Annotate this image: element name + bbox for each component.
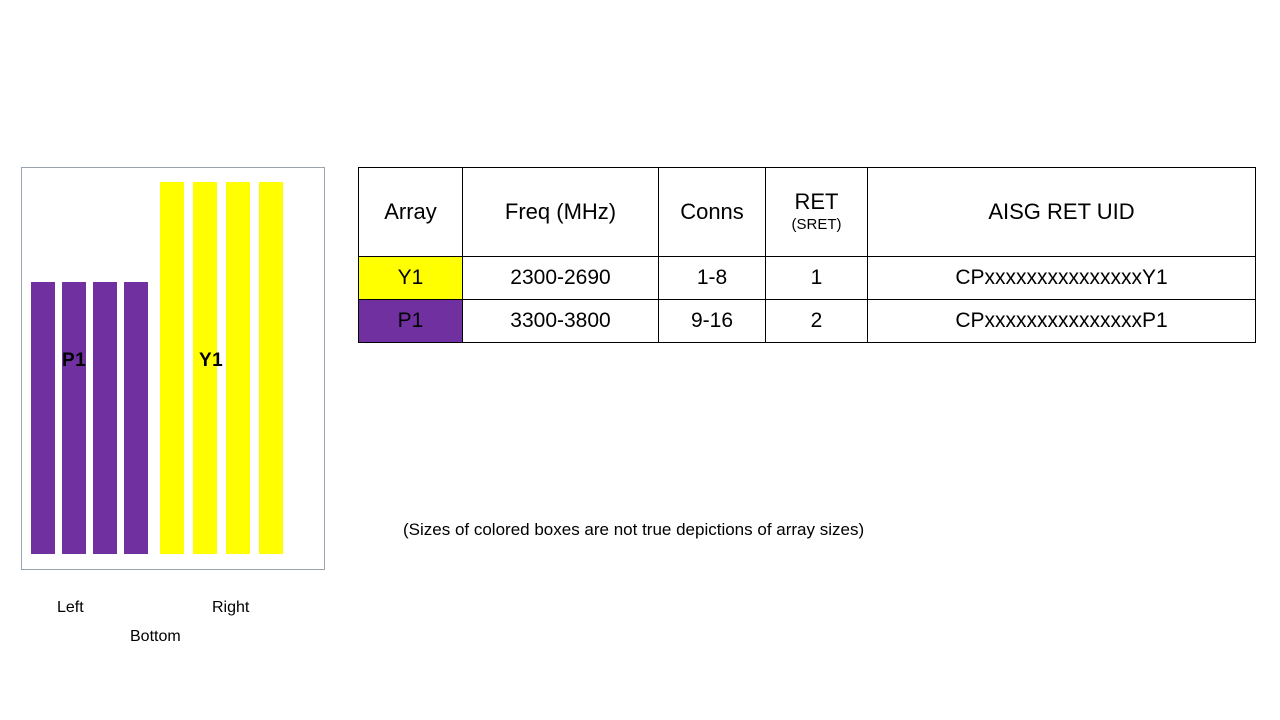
cell-uid-y1: CPxxxxxxxxxxxxxxxY1 [868,257,1256,300]
array-bar-y1 [226,182,250,554]
edge-label-left: Left [57,599,84,616]
table-row [359,300,1256,343]
array-label-y1: Y1 [199,350,224,371]
table-header-row [359,168,1256,257]
edge-label-bottom: Bottom [130,628,181,645]
array-bar-p1 [124,282,148,554]
array-bar-p1 [31,282,55,554]
cell-uid-p1: CPxxxxxxxxxxxxxxxP1 [868,300,1256,343]
array-bar-y1 [259,182,283,554]
table-row [359,257,1256,300]
cell-array-y1: Y1 [359,257,463,300]
cell-conns-p1: 9-16 [659,300,766,343]
cell-freq-p1: 3300-3800 [463,300,659,343]
cell-conns-y1: 1-8 [659,257,766,300]
array-spec-table [358,167,1256,343]
header-array: Array [359,168,463,257]
header-conns: Conns [659,168,766,257]
cell-array-p1: P1 [359,300,463,343]
cell-freq-y1: 2300-2690 [463,257,659,300]
array-bar-y1 [160,182,184,554]
header-ret [766,168,868,257]
header-ret-main: RET [794,189,839,214]
cell-ret-p1: 2 [766,300,868,343]
array-bar-p1 [62,282,86,554]
footnote-text: (Sizes of colored boxes are not true depictions of array sizes) [403,520,865,539]
array-label-p1: P1 [62,350,87,371]
header-freq: Freq (MHz) [463,168,659,257]
array-group-p1 [31,282,148,554]
array-bar-p1 [93,282,117,554]
edge-label-right: Right [212,599,250,616]
header-uid: AISG RET UID [868,168,1256,257]
header-ret-sub: (SRET) [791,216,842,233]
cell-ret-y1: 1 [766,257,868,300]
